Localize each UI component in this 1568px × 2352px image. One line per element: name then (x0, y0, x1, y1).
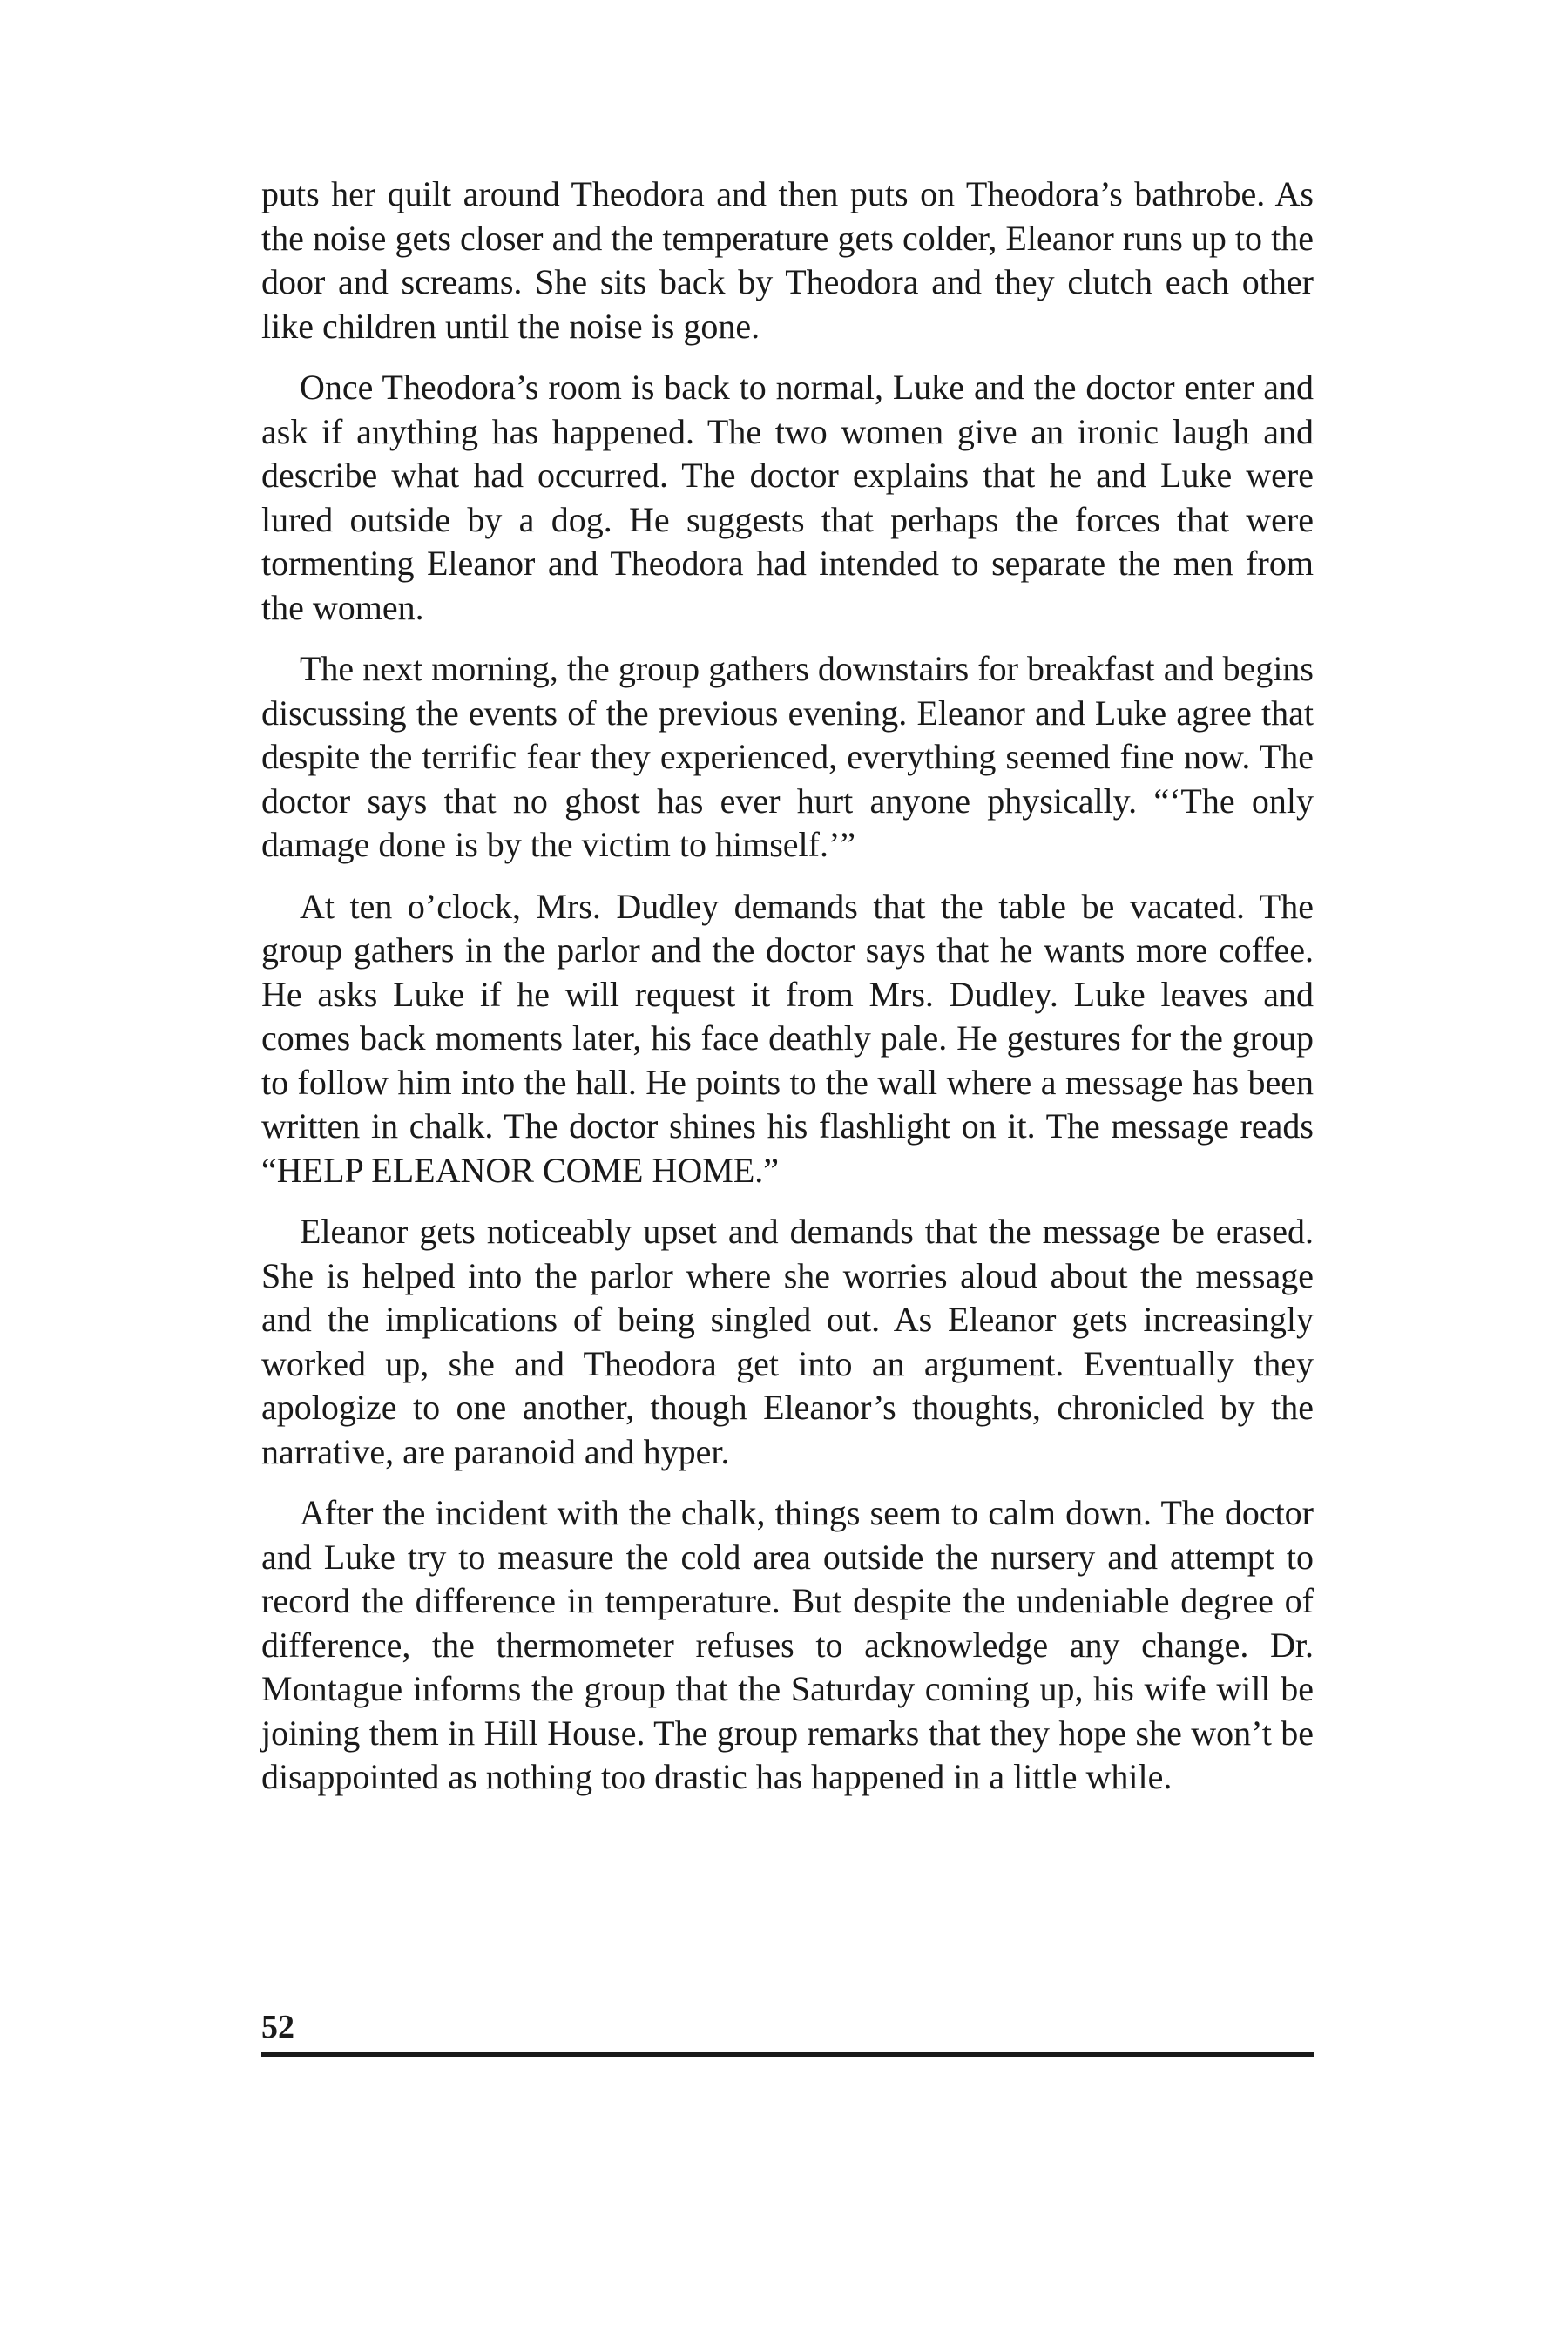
paragraph-luke-and-doctor-return: Once Theodora’s room is back to normal, Luke and the doctor enter and ask if anything has happened. The two women give an ironic laugh and describe what had occurred. The doctor explains that he and Luke were lured outside by a dog. He suggests that perhaps the forces that were tormenting Eleanor and Theodora had intended to separate the men from the women. (261, 368, 1314, 627)
page-number: 52 (261, 2009, 294, 2045)
paragraph-breakfast: The next morning, the group gathers downstairs for breakfast and begins discussing the events of the previous evening. Eleanor and Luke agree that despite the terrific fear they experienced, everything seemed fine now. The doctor says that no ghost has ever hurt anyone physically. “‘The only damage done is by the victim to himself.’” (261, 649, 1314, 864)
footer-rule (261, 2052, 1314, 2057)
body-text (261, 172, 1314, 1817)
page-footer (261, 2008, 1314, 2057)
paragraph-thermometer: After the incident with the chalk, things seem to calm down. The doctor and Luke try to measure the cold area outside the nursery and attempt to record the difference in temperature. But despite the undeniable degree of difference, the thermometer refuses to acknowledge any change. Dr. Montague informs the group that the Saturday coming up, his wife will be joining them in Hill House. The group remarks that they hope she won’t be disappointed as nothing too drastic has happened in a little while. (261, 1493, 1314, 1796)
paragraph-eleanor-upset: Eleanor gets noticeably upset and demands that the message be erased. She is helped into the parlor where she worries aloud about the message and the implications of being singled out. As Eleanor gets increasingly worked up, she and Theodora get into an argument. Eventually they apologize to one another, though Eleanor’s thoughts, chronicled by the narrative, are paranoid and hyper. (261, 1212, 1314, 1471)
paragraph-continued: puts her quilt around Theodora and then puts on Theodora’s bathrobe. As the noise gets closer and the temperature gets colder, Eleanor runs up to the door and screams. She sits back by Theodora and they clutch each other like children until the noise is gone. (261, 174, 1314, 346)
paragraph-chalk-message: At ten o’clock, Mrs. Dudley demands that the table be vacated. The group gathers in the parlor and the doctor says that he wants more coffee. He asks Luke if he will request it from Mrs. Dudley. Luke leaves and comes back moments later, his face deathly pale. He gestures for the group to follow him into the hall. He points to the wall where a message has been written in chalk. The doctor shines his flashlight on it. The message reads “HELP ELEANOR COME HOME.” (261, 886, 1314, 1190)
